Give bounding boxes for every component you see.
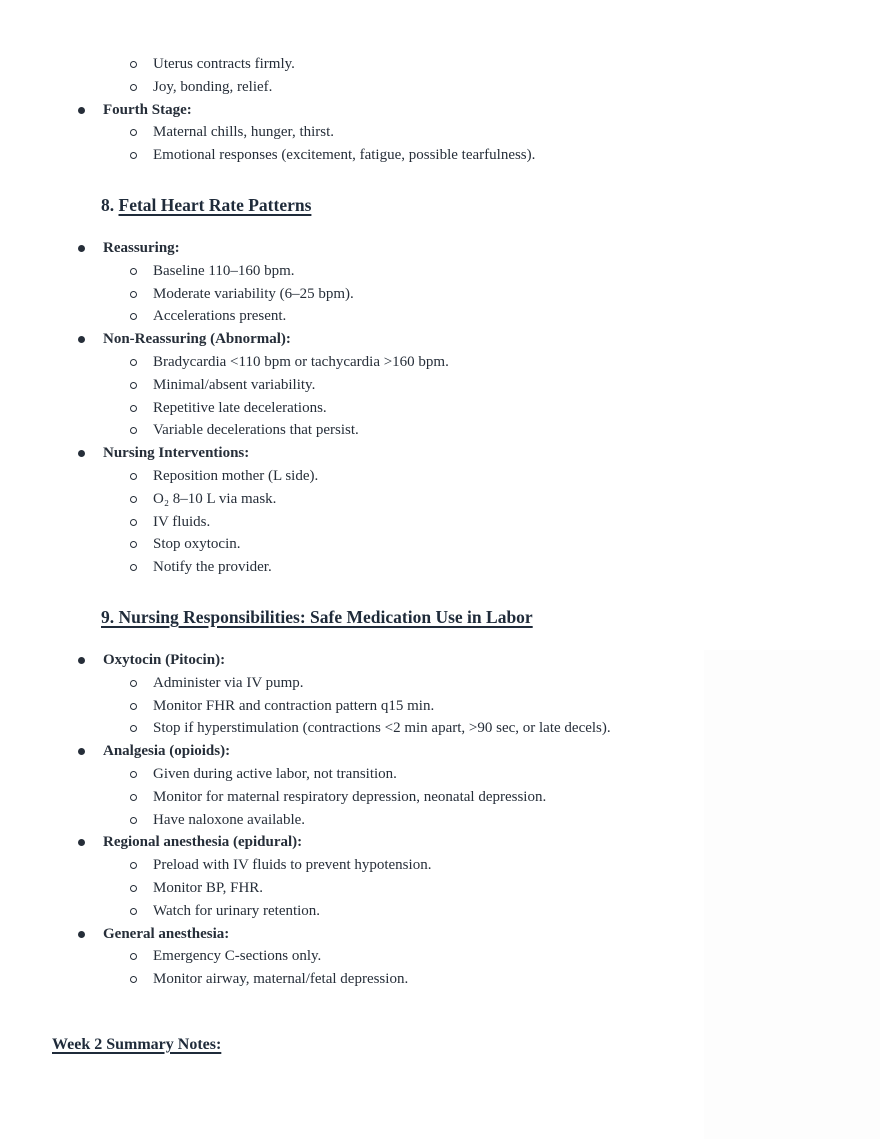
circle-bullet-icon bbox=[130, 291, 137, 298]
section-number: 8. bbox=[101, 194, 119, 215]
circle-bullet-icon bbox=[130, 268, 137, 275]
sub-bullet-item bbox=[0, 877, 880, 900]
sub-bullet-item bbox=[0, 53, 880, 76]
circle-bullet-icon bbox=[130, 817, 137, 824]
document-sections bbox=[0, 193, 880, 991]
bullet-text: Monitor airway, maternal/fetal depression. bbox=[153, 971, 409, 988]
bullet-text: Accelerations present. bbox=[153, 308, 287, 325]
bullet-text: Stop oxytocin. bbox=[153, 536, 241, 553]
bullet-text: Reassuring: bbox=[103, 239, 180, 256]
bullet-text: Notify the provider. bbox=[153, 559, 272, 576]
bullet-text: IV fluids. bbox=[153, 513, 211, 530]
bullet-text: General anesthesia: bbox=[103, 925, 230, 942]
bullet-text: Monitor BP, FHR. bbox=[153, 879, 264, 896]
circle-bullet-icon bbox=[130, 84, 137, 91]
sub-bullet-item bbox=[0, 854, 880, 877]
bullet-text: Watch for urinary retention. bbox=[153, 902, 321, 919]
bullet-text: Given during active labor, not transition. bbox=[153, 765, 397, 782]
circle-bullet-icon bbox=[130, 564, 137, 571]
summary-heading bbox=[52, 1033, 880, 1057]
bullet-item bbox=[0, 237, 880, 260]
document-section bbox=[0, 193, 880, 579]
sub-bullet-item bbox=[0, 283, 880, 306]
sub-bullet-item bbox=[0, 351, 880, 374]
circle-bullet-icon bbox=[130, 541, 137, 548]
sub-bullet-item bbox=[0, 717, 880, 740]
sub-bullet-item bbox=[0, 533, 880, 556]
sub-bullet-item bbox=[0, 121, 880, 144]
sub-bullet-item bbox=[0, 419, 880, 442]
sub-bullet-item bbox=[0, 763, 880, 786]
disc-bullet-icon bbox=[78, 748, 85, 755]
section-heading bbox=[101, 605, 880, 629]
disc-bullet-icon bbox=[78, 245, 85, 252]
bullet-text: Monitor for maternal respiratory depression, neonatal depression. bbox=[153, 788, 547, 805]
bullet-item bbox=[0, 649, 880, 672]
bullet-text: Non-Reassuring (Abnormal): bbox=[103, 331, 291, 348]
bullet-text: Stop if hyperstimulation (contractions <2 min apart, >90 sec, or late decels). bbox=[153, 720, 611, 737]
circle-bullet-icon bbox=[130, 680, 137, 687]
bullet-text: Fourth Stage: bbox=[103, 101, 192, 118]
circle-bullet-icon bbox=[130, 427, 137, 434]
disc-bullet-icon bbox=[78, 839, 85, 846]
bullet-text: Analgesia (opioids): bbox=[103, 743, 231, 760]
circle-bullet-icon bbox=[130, 61, 137, 68]
sub-bullet-item bbox=[0, 968, 880, 991]
bullet-item bbox=[0, 328, 880, 351]
circle-bullet-icon bbox=[130, 885, 137, 892]
circle-bullet-icon bbox=[130, 382, 137, 389]
bullet-item bbox=[0, 740, 880, 763]
bullet-text: Regional anesthesia (epidural): bbox=[103, 834, 303, 851]
section-title: Fetal Heart Rate Patterns bbox=[118, 194, 312, 215]
circle-bullet-icon bbox=[130, 703, 137, 710]
sub-bullet-item bbox=[0, 397, 880, 420]
circle-bullet-icon bbox=[130, 953, 137, 960]
sub-bullet-item bbox=[0, 374, 880, 397]
bullet-text: Moderate variability (6–25 bpm). bbox=[153, 285, 354, 302]
circle-bullet-icon bbox=[130, 862, 137, 869]
bullet-text: Emergency C-sections only. bbox=[153, 948, 322, 965]
sub-bullet-item bbox=[0, 488, 880, 511]
sub-bullet-item bbox=[0, 672, 880, 695]
bullet-item bbox=[0, 442, 880, 465]
bullet-text: Preload with IV fluids to prevent hypotension. bbox=[153, 857, 432, 874]
disc-bullet-icon bbox=[78, 450, 85, 457]
bullet-text: Reposition mother (L side). bbox=[153, 467, 319, 484]
bullet-text: Repetitive late decelerations. bbox=[153, 399, 327, 416]
circle-bullet-icon bbox=[130, 976, 137, 983]
circle-bullet-icon bbox=[130, 794, 137, 801]
bullet-text: Joy, bonding, relief. bbox=[153, 78, 273, 95]
disc-bullet-icon bbox=[78, 657, 85, 664]
circle-bullet-icon bbox=[130, 359, 137, 366]
bullet-text: Administer via IV pump. bbox=[153, 674, 304, 691]
bullet-text: Minimal/absent variability. bbox=[153, 376, 316, 393]
bullet-text: Oxytocin (Pitocin): bbox=[103, 651, 226, 668]
document-section bbox=[0, 605, 880, 991]
bullet-text: O₂ 8–10 L via mask. bbox=[153, 490, 277, 507]
bullet-text: Variable decelerations that persist. bbox=[153, 422, 359, 439]
disc-bullet-icon bbox=[78, 931, 85, 938]
sub-bullet-item bbox=[0, 511, 880, 534]
bullet-text: Monitor FHR and contraction pattern q15 min. bbox=[153, 697, 435, 714]
disc-bullet-icon bbox=[78, 107, 85, 114]
bullet-item bbox=[0, 99, 880, 122]
bullet-text: Nursing Interventions: bbox=[103, 445, 250, 462]
sub-bullet-item bbox=[0, 900, 880, 923]
circle-bullet-icon bbox=[130, 129, 137, 136]
section-bullet-list bbox=[0, 649, 880, 991]
sub-bullet-item bbox=[0, 556, 880, 579]
section-bullet-list bbox=[0, 237, 880, 579]
sub-bullet-item bbox=[0, 305, 880, 328]
sub-bullet-item bbox=[0, 260, 880, 283]
bullet-text: Bradycardia <110 bpm or tachycardia >160 bpm. bbox=[153, 353, 449, 370]
sub-bullet-item bbox=[0, 465, 880, 488]
sub-bullet-item bbox=[0, 76, 880, 99]
summary-heading-text: Week 2 Summary Notes: bbox=[52, 1035, 222, 1053]
circle-bullet-icon bbox=[130, 152, 137, 159]
circle-bullet-icon bbox=[130, 519, 137, 526]
section-heading-text: 9. Nursing Responsibilities: Safe Medication Use in Labor bbox=[101, 606, 533, 627]
sub-bullet-item bbox=[0, 809, 880, 832]
circle-bullet-icon bbox=[130, 405, 137, 412]
bullet-text: Baseline 110–160 bpm. bbox=[153, 262, 295, 279]
circle-bullet-icon bbox=[130, 496, 137, 503]
sub-bullet-item bbox=[0, 144, 880, 167]
sub-bullet-item bbox=[0, 786, 880, 809]
sub-bullet-item bbox=[0, 695, 880, 718]
bullet-text: Have naloxone available. bbox=[153, 811, 306, 828]
bullet-item bbox=[0, 923, 880, 946]
disc-bullet-icon bbox=[78, 336, 85, 343]
circle-bullet-icon bbox=[130, 473, 137, 480]
bullet-text: Emotional responses (excitement, fatigue, possible tearfulness). bbox=[153, 147, 536, 164]
circle-bullet-icon bbox=[130, 313, 137, 320]
circle-bullet-icon bbox=[130, 725, 137, 732]
circle-bullet-icon bbox=[130, 771, 137, 778]
circle-bullet-icon bbox=[130, 908, 137, 915]
bullet-item bbox=[0, 831, 880, 854]
section-heading bbox=[101, 193, 880, 217]
intro-bullet-list bbox=[0, 53, 880, 167]
bullet-text: Maternal chills, hunger, thirst. bbox=[153, 124, 335, 141]
bullet-text: Uterus contracts firmly. bbox=[153, 56, 295, 72]
sub-bullet-item bbox=[0, 945, 880, 968]
